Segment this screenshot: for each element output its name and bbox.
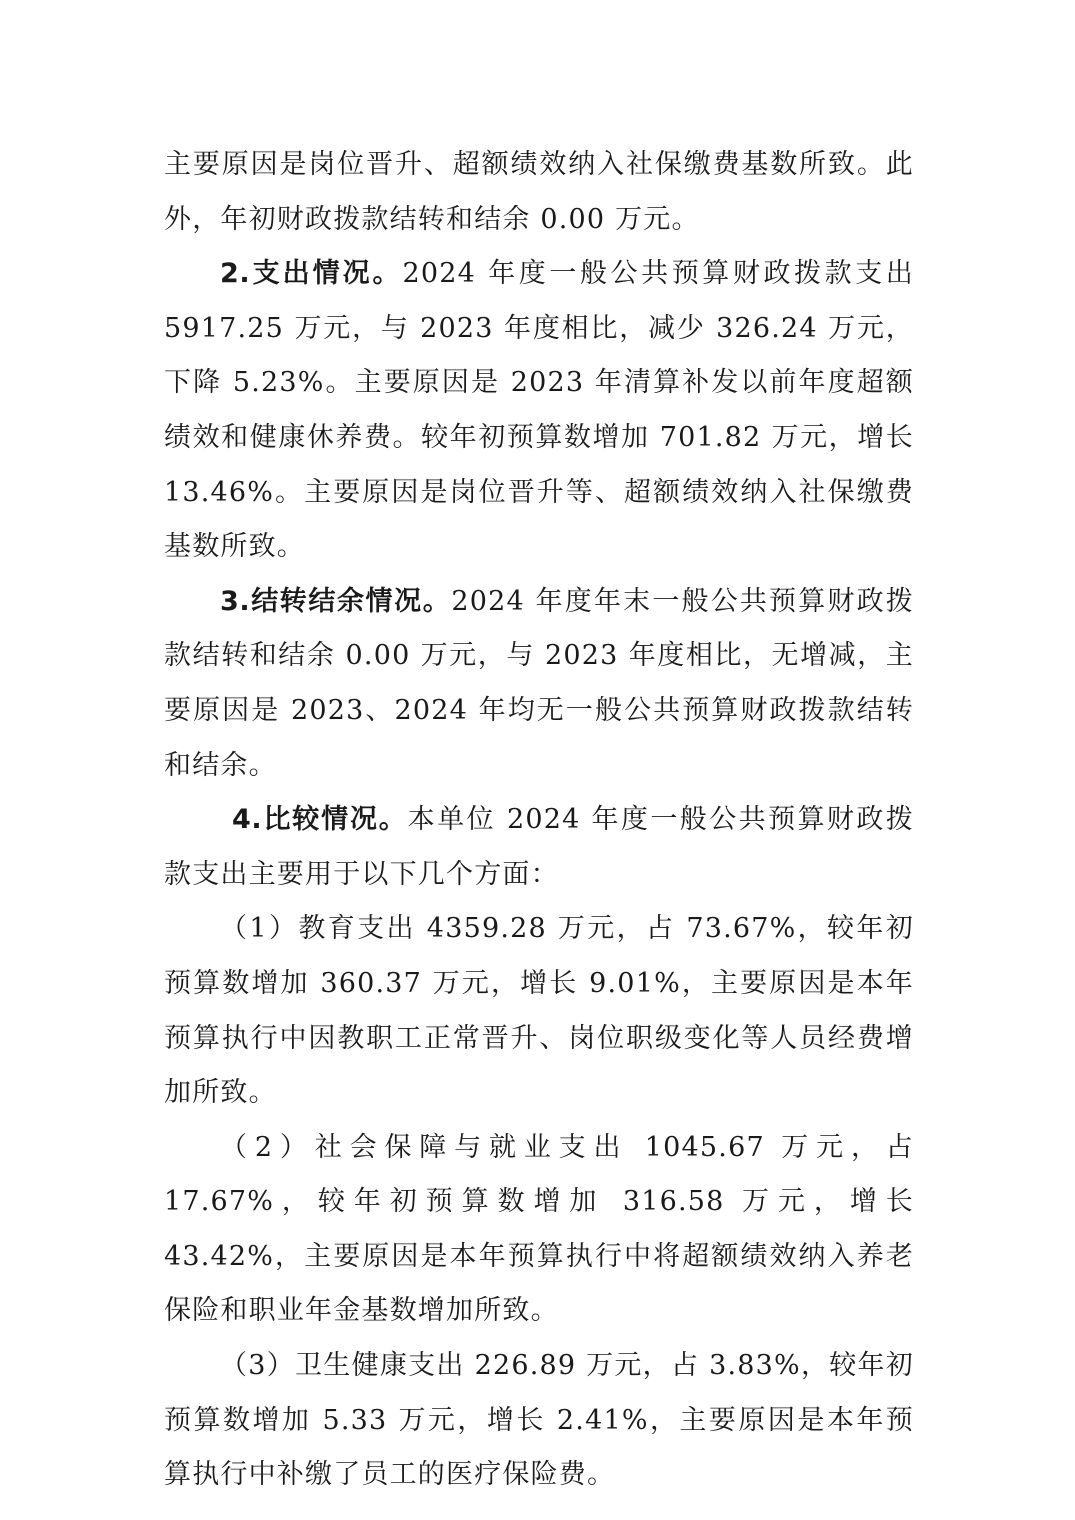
paragraph-social-security bbox=[164, 1121, 914, 1339]
paragraph-text: （3）卫生健康支出 226.89 万元，占 3.83%，较年初预算数增加 5.33 万元，增长 2.41%，主要原因是本年预算执行中补缴了员工的医疗保险费。 bbox=[164, 1350, 914, 1491]
paragraph-carryover bbox=[164, 575, 914, 793]
paragraph-text: 2024 年度年末一般公共预算财政拨款结转和结余 0.00 万元，与 2023 年度相比，无增减，主要原因是 2023、2024 年均无一般公共预算财政拨款结转和结余。 bbox=[164, 585, 914, 781]
paragraph-comparison bbox=[164, 793, 914, 902]
paragraph-text: （1）教育支出 4359.28 万元，占 73.67%，较年初预算数增加 360.37 万元，增长 9.01%，主要原因是本年预算执行中因教职工正常晋升、岗位职级变化等人员经费增加所致。 bbox=[164, 913, 914, 1109]
document-body bbox=[164, 138, 914, 1503]
section-heading-comparison: 4.比较情况。 bbox=[232, 804, 408, 836]
paragraph-education bbox=[164, 902, 914, 1120]
paragraph-text: 主要原因是岗位晋升、超额绩效纳入社保缴费基数所致。此外，年初财政拨款结转和结余 0.00 万元。 bbox=[164, 149, 914, 235]
paragraph-continuation bbox=[164, 138, 914, 247]
paragraph-text: 2024 年度一般公共预算财政拨款支出 5917.25 万元，与 2023 年度相比，减少 326.24 万元，下降 5.23%。主要原因是 2023 年清算补发以前年度超额绩效和健康休养费。较年初预算数增加 701.82 万元，增长 13.46%。主要原因是岗位晋升等、超额绩效纳入社保缴费基数所致。 bbox=[164, 258, 914, 563]
paragraph-text: （2）社会保障与就业支出 1045.67 万元，占 17.67%，较年初预算数增加 316.58 万元，增长 43.42%，主要原因是本年预算执行中将超额绩效纳入养老保险和职业年金基数增加所致。 bbox=[164, 1131, 914, 1327]
paragraph-text: 本单位 2024 年度一般公共预算财政拨款支出主要用于以下几个方面： bbox=[164, 804, 914, 890]
section-heading-expenditure: 2.支出情况。 bbox=[220, 258, 403, 290]
section-heading-carryover: 3.结转结余情况。 bbox=[220, 585, 452, 617]
paragraph-health bbox=[164, 1339, 914, 1503]
paragraph-expenditure bbox=[164, 247, 914, 575]
